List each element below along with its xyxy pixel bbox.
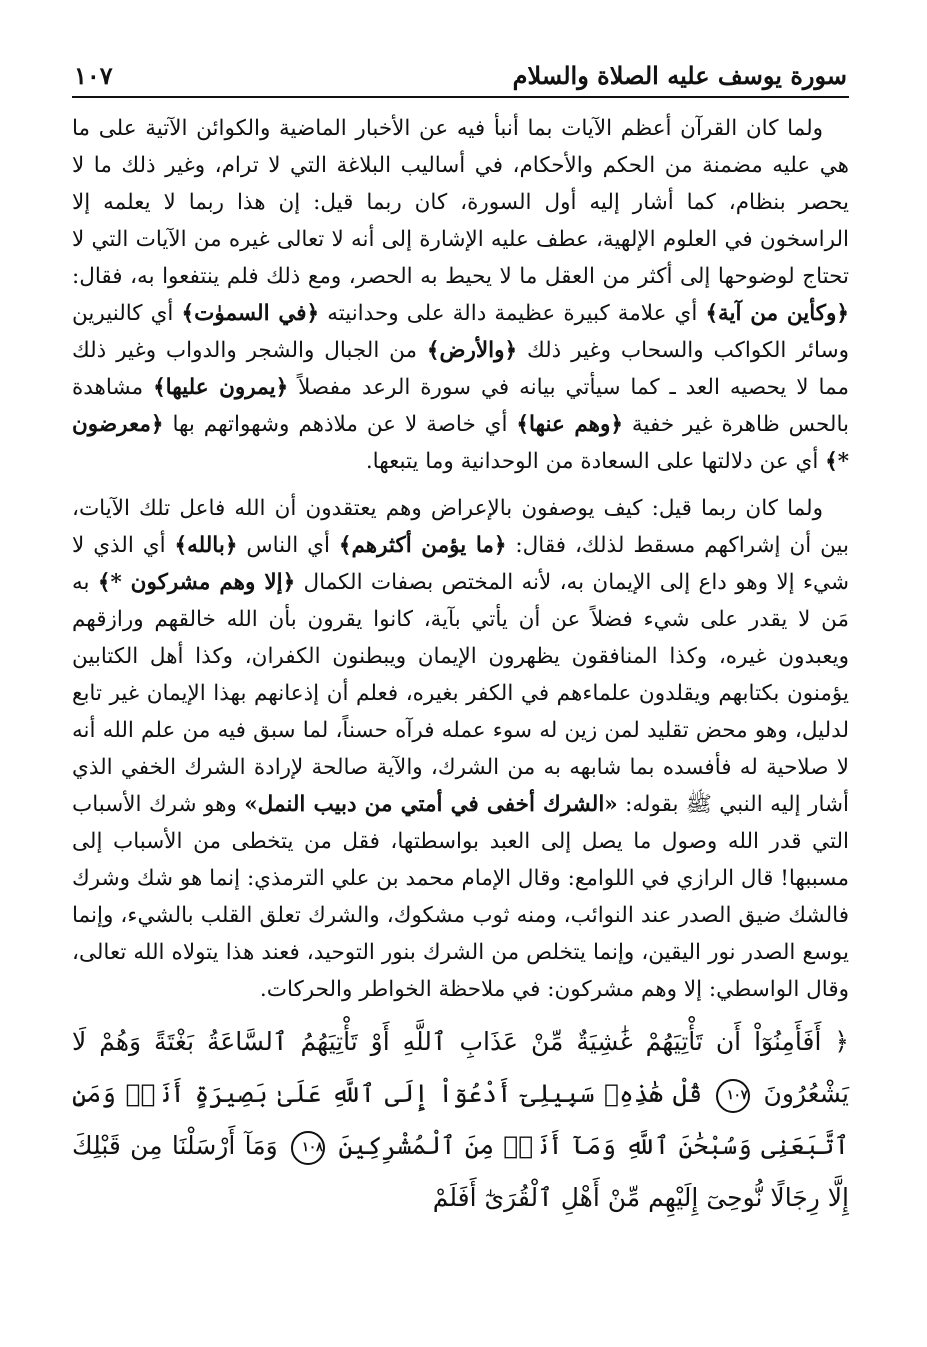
- page-number: ١٠٧: [74, 61, 113, 90]
- text-run: أي خاصة لا عن ملاذهم وشهواتهم بها: [163, 412, 517, 437]
- verse-text: وَمَآ أَرْسَلْنَا مِن قَبْلِكَ إِلَّا رِجَالًا نُّوحِىٓ إِلَيْهِم مِّنْ أَهْلِ ٱلْقُرَىٰٓ أَفَلَمْ: [72, 1131, 849, 1212]
- quoted-phrase: ﴿وكأين من آية﴾: [705, 301, 849, 326]
- quoted-phrase: ﴿معرضون *﴾: [72, 412, 849, 474]
- quoted-phrase: ﴿في السموٰت﴾: [181, 301, 320, 326]
- surah-title: سورة يوسف عليه الصلاة والسلام: [512, 61, 847, 90]
- text-run: أي علامة كبيرة عظيمة دالة على وحدانيته: [319, 301, 706, 326]
- text-run: به مَن لا يقدر على شيء فضلاً عن أن يأتي بآية، كانوا يقرون بأن الله خالقهم ورازقهم ويعبدون غيره، وكذا المنافقون يظهرون الإيمان ويبطنون الكفران، وكذا أهل الكتابين يؤمنون بكتابهم ويقلدون علماءهم في الكفر بغيره، فعلم أن إذعانهم بهذا الإيمان غير تابع لدليل، وهو محض تقليد لمن زين له سوء عمله فرآه حسناً، لما سبق فيه من علم الله أنه لا صلاحية له فأفسده بما شابهه به من الشرك، والآية صالحة لإرادة الشرك الخفي الذي أشار إليه النبي ﷺ بقوله:: [72, 570, 849, 817]
- ayah-number-marker: ١٠٧: [716, 1079, 750, 1113]
- text-run: ولما كان ربما قيل: كيف يوصفون بالإعراض وهم يعتقدون أن الله فاعل تلك الآيات، بين أن إشراكهم مسقط لذلك، فقال:: [72, 496, 849, 558]
- quoted-phrase: «الشرك أخفى في أمتي من دبيب النمل»: [244, 792, 618, 817]
- commentary-paragraph: [72, 110, 849, 480]
- commentary-paragraph: [72, 490, 849, 1008]
- quoted-phrase: ﴿وهم عنها﴾: [516, 412, 623, 437]
- quran-verses: [72, 1016, 849, 1224]
- text-run: من الجبال والشجر والدواب وغير ذلك مما لا يحصيه العد ـ كما سيأتي بيانه في سورة الرعد مفصلاً: [72, 338, 849, 400]
- text-run: وهو شرك الأسباب التي قدر الله وصول ما يصل إلى العبد بواسطتها، فقل من يتخطى من الأسباب إلى مسببها! قال الرازي في اللوامع: وقال الإمام محمد بن علي الترمذي: إنما هو شك وشرك فالشك ضيق الصدر عند النوائب، ومنه ثوب مشكوك، والشرك تعلق القلب بالشيء، وإنما يوسع الصدر نور اليقين، وإنما يتخلص من الشرك بنور التوحيد، فعند هذا يتولاه الله تعالى، وقال الواسطي: إلا وهم مشركون: في ملاحظة الخواطر والحركات.: [72, 792, 849, 1002]
- quoted-phrase: ﴿والأرض﴾: [426, 338, 518, 363]
- verse-text: قُلْ هَٰذِهِۦ سَبِيلِىٓ أَدْعُوٓاْ إِلَى ٱللَّهِ عَلَىٰ بَصِيرَةٍ أَنَا۠ وَمَنِ ٱتَّبَعَنِى وَسُبْحَٰنَ ٱللَّهِ وَمَآ أَنَا۠ مِنَ ٱلْمُشْرِكِينَ: [72, 1079, 849, 1160]
- text-run: أي عن دلالتها على السعادة من الوحدانية وما يتبعها.: [365, 449, 826, 474]
- quoted-phrase: ﴿إلا وهم مشركون *﴾: [97, 570, 296, 595]
- verse-text: ﴿ أَفَأَمِنُوٓاْ أَن تَأْتِيَهُمْ غَٰشِيَةٌ مِّنْ عَذَابِ ٱللَّهِ أَوْ تَأْتِيَهُمُ ٱلسَّاعَةُ بَغْتَةً وَهُمْ لَا يَشْعُرُونَ: [72, 1027, 849, 1108]
- commentary-body: [72, 110, 849, 1008]
- quoted-phrase: ﴿ما يؤمن أكثرهم﴾: [338, 533, 507, 558]
- ayah-number-marker: ١٠٨: [291, 1131, 325, 1165]
- quoted-phrase: ﴿بالله﴾: [174, 533, 238, 558]
- text-run: مشاهدة بالحس ظاهرة غير خفية: [72, 375, 849, 437]
- quoted-phrase: ﴿يمرون عليها﴾: [153, 375, 289, 400]
- text-run: أي الناس: [237, 533, 339, 558]
- text-run: أي كالنيرين وسائر الكواكب والسحاب وغير ذلك: [72, 301, 849, 363]
- text-run: ولما كان القرآن أعظم الآيات بما أنبأ فيه عن الأخبار الماضية والكوائن الآتية على ما هي عليه مضمنة من الحكم والأحكام، في أساليب البلاغة التي لا ترام، وغير ذلك ما لا يحصر بنظام، كما أشار إليه أول السورة، كان ربما قيل: إن هذا ربما لا يعلمه إلا الراسخون في العلوم الإلهية، عطف عليه الإشارة إلى أنه لا تعالى غيره من الآيات التي لا تحتاج لوضوحها إلى أكثر من العقل ما لا يحيط به الحصر، ومع ذلك فلم ينتفعوا به، فقال:: [72, 116, 849, 289]
- text-run: أي الذي لا شيء إلا وهو داع إلى الإيمان به، لأنه المختص بصفات الكمال: [72, 533, 849, 595]
- running-header: [72, 52, 849, 98]
